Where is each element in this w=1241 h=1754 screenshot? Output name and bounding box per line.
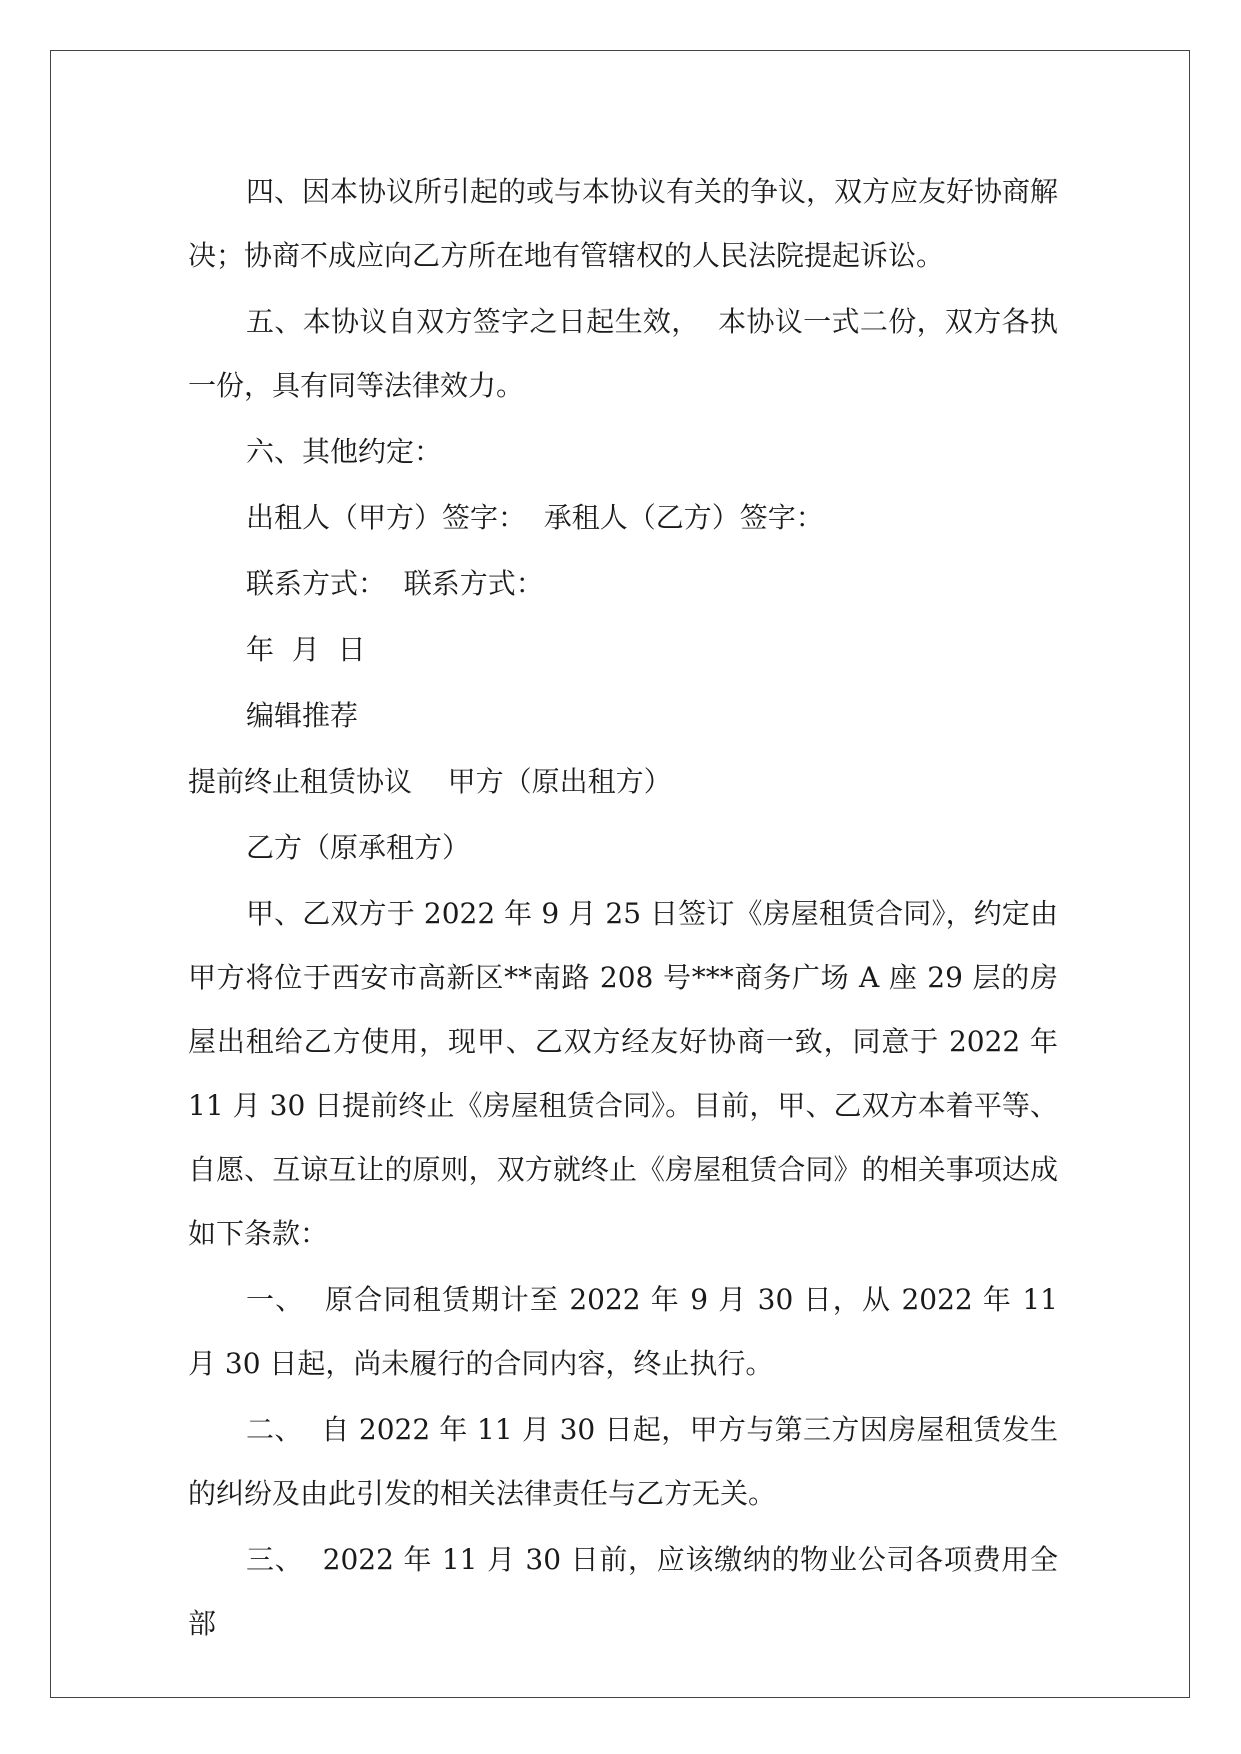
party-b-line: 乙方（原承租方） [246, 831, 471, 864]
paragraph-other-terms: 六、其他约定： [246, 435, 443, 468]
paragraph-effective-clause: 五、本协议自双方签字之日起生效， 本协议一式二份，双方各执一份，具有同等法律效力。 [188, 305, 1058, 402]
agreement-title-line: 提前终止租赁协议 甲方（原出租方） [188, 765, 672, 798]
contact-line: 联系方式： 联系方式： [246, 567, 544, 600]
date-line: 年 月 日 [246, 633, 366, 666]
paragraph-background: 甲、乙双方于 2022 年 9 月 25 日签订《房屋租赁合同》，约定由甲方将位于西安市高新区**南路 208 号***商务广场 A 座 29 层的房屋出租给乙方使用，现甲、乙双方经友好协商一致，同意于 2022 年 11 月 30 日提前终止《房屋租赁合同》。目前，甲、乙双方本着平等、自愿、互谅互让的原则，双方就终止《房屋租赁合同》的相关事项达成如下条款： [188, 897, 1067, 1250]
clause-three: 三、 2022 年 11 月 30 日前，应该缴纳的物业公司各项费用全部 [188, 1543, 1058, 1640]
clause-two: 二、 自 2022 年 11 月 30 日起，甲方与第三方因房屋租赁发生的纠纷及由此引发的相关法律责任与乙方无关。 [188, 1413, 1058, 1510]
editor-recommend-heading: 编辑推荐 [246, 699, 359, 732]
signature-line: 出租人（甲方）签字： 承租人（乙方）签字： [246, 501, 824, 534]
paragraph-dispute-clause: 四、因本协议所引起的或与本协议有关的争议，双方应友好协商解决；协商不成应向乙方所在地有管辖权的人民法院提起诉讼。 [188, 175, 1059, 272]
clause-one: 一、 原合同租赁期计至 2022 年 9 月 30 日，从 2022 年 11 月 30 日起，尚未履行的合同内容，终止执行。 [188, 1283, 1067, 1380]
document-body [188, 160, 1067, 1658]
